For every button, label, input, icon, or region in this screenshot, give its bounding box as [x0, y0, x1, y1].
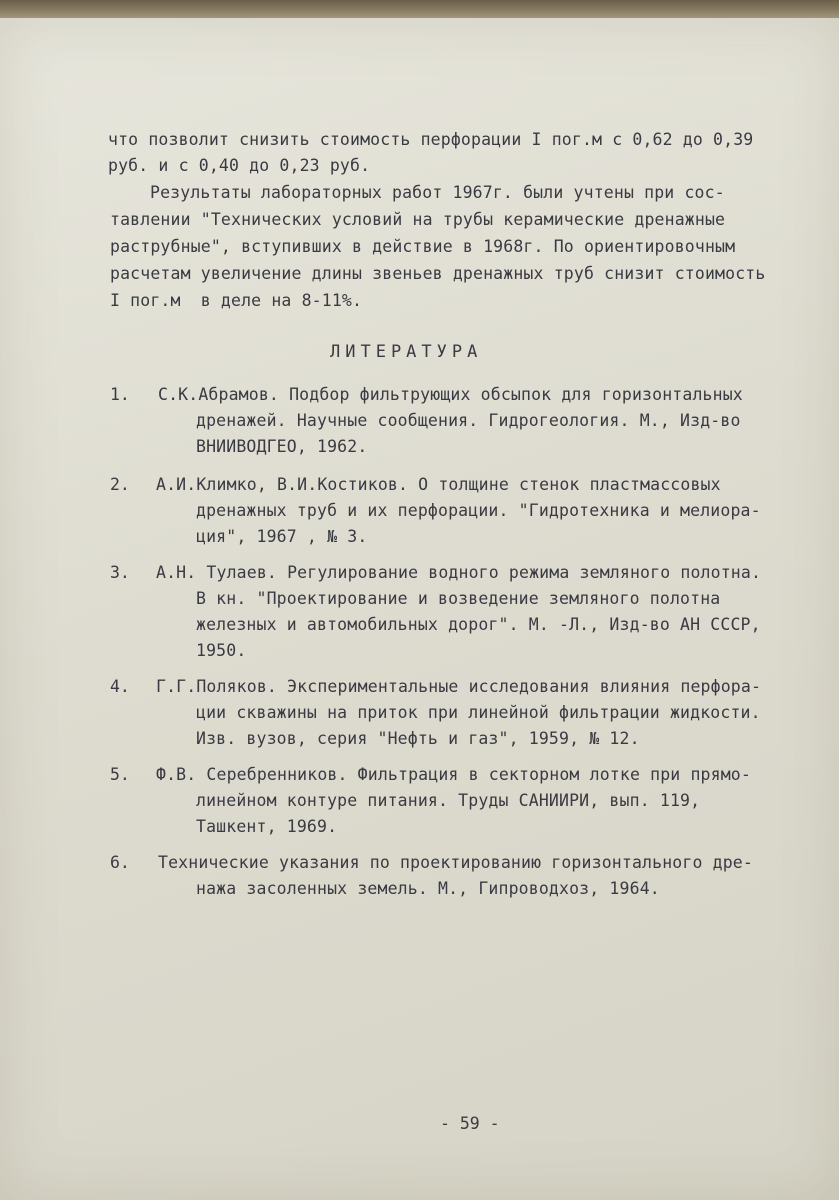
reference-2-line-2: дренажных труб и их перфорации. "Гидротехника и мелиора-: [196, 501, 761, 520]
intro-line-6: расчетам увеличение длины звеньев дренажных труб снизит стоимость: [110, 264, 766, 283]
reference-2-line-1: А.И.Климко, В.И.Костиков. О толщине стенок пластмассовых: [156, 475, 721, 494]
page-number: - 59 -: [440, 1114, 500, 1133]
reference-number-5: 5.: [110, 765, 130, 784]
reference-5-line-3: Ташкент, 1969.: [196, 817, 338, 836]
reference-4-line-3: Изв. вузов, серия "Нефть и газ", 1959, № 12.: [196, 729, 640, 748]
reference-1-line-1: С.К.Абрамов. Подбор фильтрующих обсыпок для горизонтальных: [158, 385, 743, 404]
reference-3-line-1: А.Н. Тулаев. Регулирование водного режима земляного полотна.: [156, 563, 762, 582]
reference-3-line-2: В кн. "Проектирование и возведение земляного полотна: [196, 589, 721, 608]
reference-6-line-1: Технические указания по проектированию горизонтального дре-: [158, 853, 753, 872]
references-heading: ЛИТЕРАТУРА: [330, 342, 483, 362]
reference-number-2: 2.: [110, 475, 130, 494]
reference-number-3: 3.: [110, 563, 130, 582]
reference-number-4: 4.: [110, 677, 130, 696]
reference-1-line-3: ВНИИВОДГЕО, 1962.: [196, 437, 368, 456]
reference-5-line-2: линейном контуре питания. Труды САНИИРИ, вып. 119,: [196, 791, 701, 810]
reference-number-1: 1.: [110, 385, 130, 404]
intro-line-3: Результаты лабораторных работ 1967г. были учтены при сос-: [150, 183, 725, 202]
reference-2-line-3: ция", 1967 , № 3.: [196, 527, 368, 546]
reference-5-line-1: Ф.В. Серебренников. Фильтрация в секторном лотке при прямо-: [156, 765, 751, 784]
reference-4-line-1: Г.Г.Поляков. Экспериментальные исследования влияния перфора-: [156, 677, 762, 696]
intro-line-4: тавлении "Технических условий на трубы керамические дренажные: [110, 210, 726, 229]
intro-line-2: руб. и с 0,40 до 0,23 руб.: [108, 156, 371, 175]
reference-3-line-3: железных и автомобильных дорог". М. -Л., Изд-во АН СССР,: [196, 615, 761, 634]
reference-4-line-2: ции скважины на приток при линейной фильтрации жидкости.: [196, 703, 761, 722]
reference-number-6: 6.: [110, 853, 130, 872]
reference-6-line-2: нажа засоленных земель. М., Гипроводхоз, 1964.: [196, 879, 660, 898]
reference-3-line-4: 1950.: [196, 641, 247, 660]
intro-line-7: I пог.м в деле на 8-11%.: [110, 291, 363, 310]
intro-line-1: что позволит снизить стоимость перфорации I пог.м с 0,62 до 0,39: [108, 130, 754, 149]
reference-1-line-2: дренажей. Научные сообщения. Гидрогеология. М., Изд-во: [196, 411, 741, 430]
intro-line-5: раструбные", вступивших в действие в 1968г. По ориентировочным: [110, 237, 736, 256]
